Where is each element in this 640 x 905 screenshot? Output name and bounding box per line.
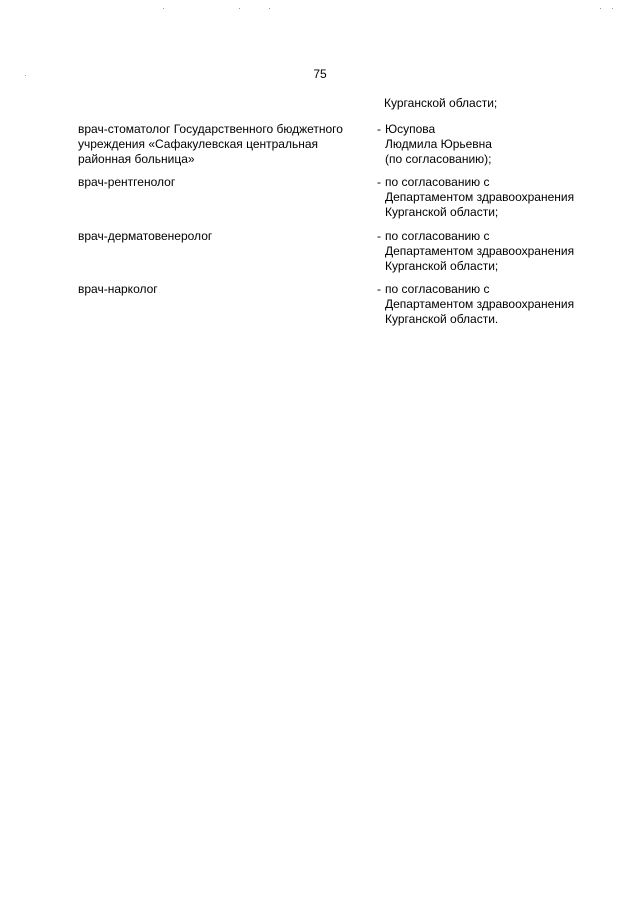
- scan-artifact: [600, 8, 601, 9]
- role-text: [78, 175, 370, 190]
- assignment-line: Курганской области;: [385, 259, 499, 273]
- role-line: учреждения «Сафакулевская центральная: [78, 137, 319, 151]
- role-line: районная больница»: [78, 152, 195, 166]
- role-text: [78, 229, 370, 244]
- assignment-line: по согласованию с: [385, 229, 490, 243]
- assignment-text: [385, 282, 625, 327]
- assignment-line: Юсупова: [385, 122, 436, 136]
- scan-artifact: [269, 8, 270, 9]
- role-line: врач-рентгенолог: [78, 175, 176, 189]
- role-line: врач-дерматовенеролог: [78, 229, 213, 243]
- role-text: [78, 122, 370, 167]
- scan-artifact: [163, 8, 164, 9]
- assignment-line: по согласованию с: [385, 282, 490, 296]
- assignment-line: Департаментом здравоохранения: [385, 244, 575, 258]
- continuation-text: Курганской области;: [384, 96, 498, 110]
- assignment-line: Курганской области.: [385, 312, 499, 326]
- assignment-line: Людмила Юрьевна: [385, 137, 492, 151]
- role-line: врач-стоматолог Государственного бюджетного: [78, 122, 343, 136]
- dash-separator: -: [377, 282, 381, 296]
- assignment-line: Курганской области;: [385, 205, 499, 219]
- assignment-text: [385, 122, 625, 167]
- scan-artifact: [239, 8, 240, 9]
- scan-artifact: [612, 8, 613, 9]
- role-text: [78, 282, 370, 297]
- assignment-line: по согласованию с: [385, 175, 490, 189]
- page-number: 75: [313, 67, 327, 81]
- assignment-line: (по согласованию);: [385, 152, 492, 166]
- role-line: врач-нарколог: [78, 282, 158, 296]
- assignment-line: Департаментом здравоохранения: [385, 297, 575, 311]
- assignment-text: [385, 229, 625, 274]
- dash-separator: -: [377, 122, 381, 136]
- dash-separator: -: [377, 175, 381, 189]
- dash-separator: -: [377, 229, 381, 243]
- assignment-text: [385, 175, 625, 220]
- assignment-line: Департаментом здравоохранения: [385, 190, 575, 204]
